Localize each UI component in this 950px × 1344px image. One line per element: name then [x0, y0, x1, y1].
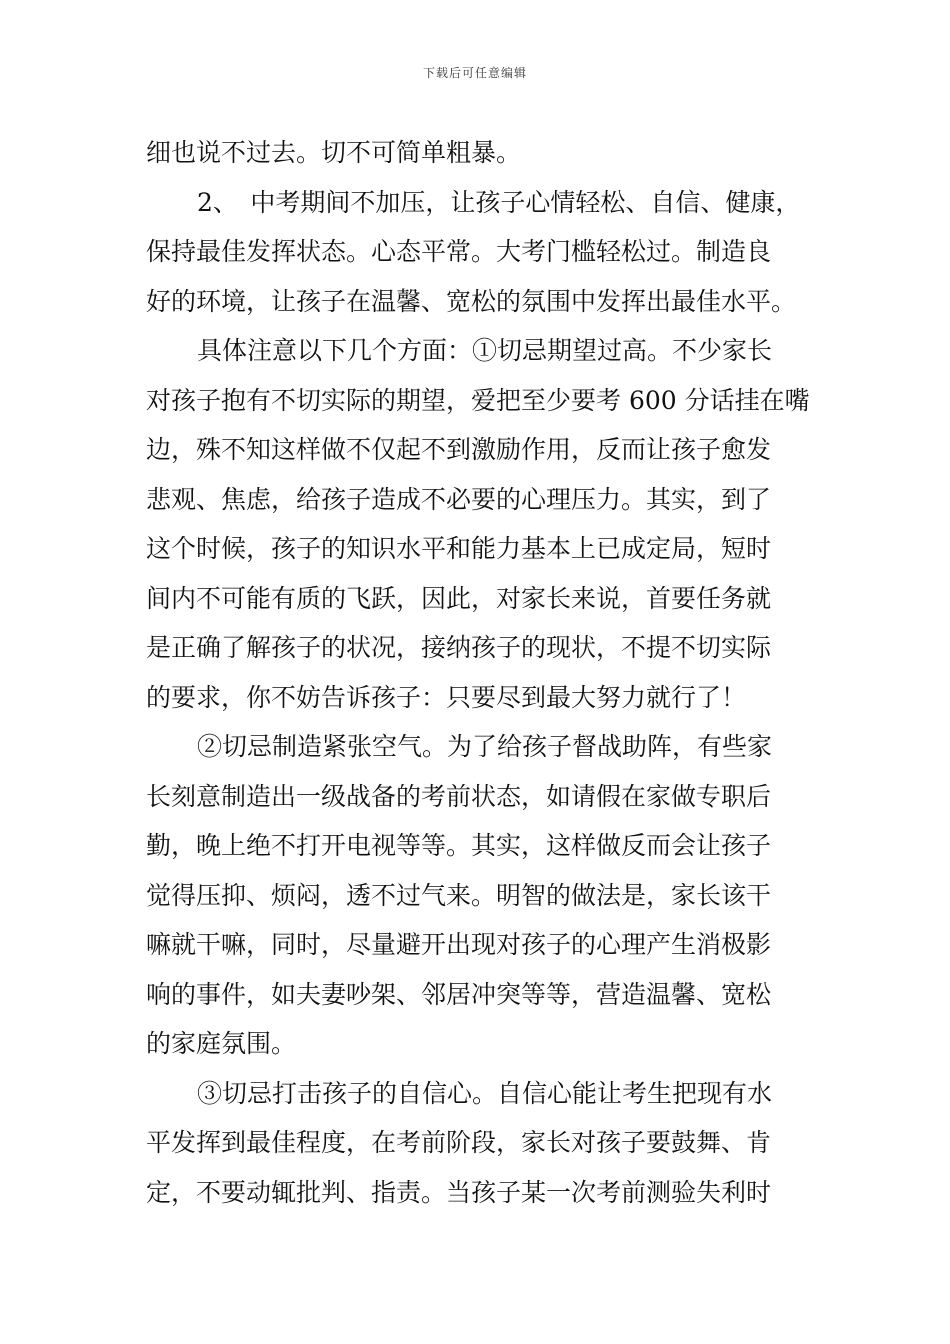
text-line: 好的环境，让孩子在温馨、宽松的氛围中发挥出最佳水平。: [146, 286, 797, 316]
text-line: 响的事件，如夫妻吵架、邻居冲突等等，营造温馨、宽松: [146, 979, 772, 1009]
text-line: 定，不要动辄批判、指责。当孩子某一次考前测验失利时: [146, 1177, 772, 1207]
text-line: 2、 中考期间不加压，让孩子心情轻松、自信、健康，: [197, 187, 801, 217]
text-line: 对孩子抱有不切实际的期望，爱把至少要考 600 分话挂在嘴: [146, 385, 810, 415]
text-line: 的要求，你不妨告诉孩子：只要尽到最大努力就行了！: [146, 682, 747, 712]
body-text: [146, 128, 810, 1217]
text-line: 长刻意制造出一级战备的考前状态，如请假在家做专职后: [146, 781, 772, 811]
text-line: 是正确了解孩子的状况，接纳孩子的现状，不提不切实际: [146, 633, 772, 662]
text-line: 边，殊不知这样做不仅起不到激励作用，反而让孩子愈发: [146, 435, 772, 464]
text-line: 间内不可能有质的飞跃，因此，对家长来说，首要任务就: [146, 583, 772, 613]
text-line: 悲观、焦虑，给孩子造成不必要的心理压力。其实，到了: [146, 484, 772, 514]
text-line: ②切忌制造紧张空气。为了给孩子督战助阵，有些家: [197, 732, 773, 761]
text-line: 的家庭氛围。: [146, 1029, 297, 1058]
text-line: 具体注意以下几个方面：①切忌期望过高。不少家长: [197, 336, 773, 365]
text-line: 勤，晚上绝不打开电视等等。其实，这样做反而会让孩子: [146, 831, 772, 860]
text-line: 这个时候，孩子的知识水平和能力基本上已成定局，短时: [146, 534, 772, 563]
text-line: 保持最佳发挥状态。心态平常。大考门槛轻松过。制造良: [146, 237, 772, 266]
text-line: 细也说不过去。切不可简单粗暴。: [146, 138, 522, 167]
page-header-note: 下载后可任意编辑: [422, 66, 527, 80]
text-line: ③切忌打击孩子的自信心。自信心能让考生把现有水: [197, 1078, 773, 1108]
text-line: 觉得压抑、烦闷，透不过气来。明智的做法是，家长该干: [146, 880, 772, 910]
text-line: 平发挥到最佳程度，在考前阶段，家长对孩子要鼓舞、肯: [146, 1128, 772, 1157]
text-line: 嘛就干嘛，同时，尽量避开出现对孩子的心理产生消极影: [146, 930, 772, 959]
